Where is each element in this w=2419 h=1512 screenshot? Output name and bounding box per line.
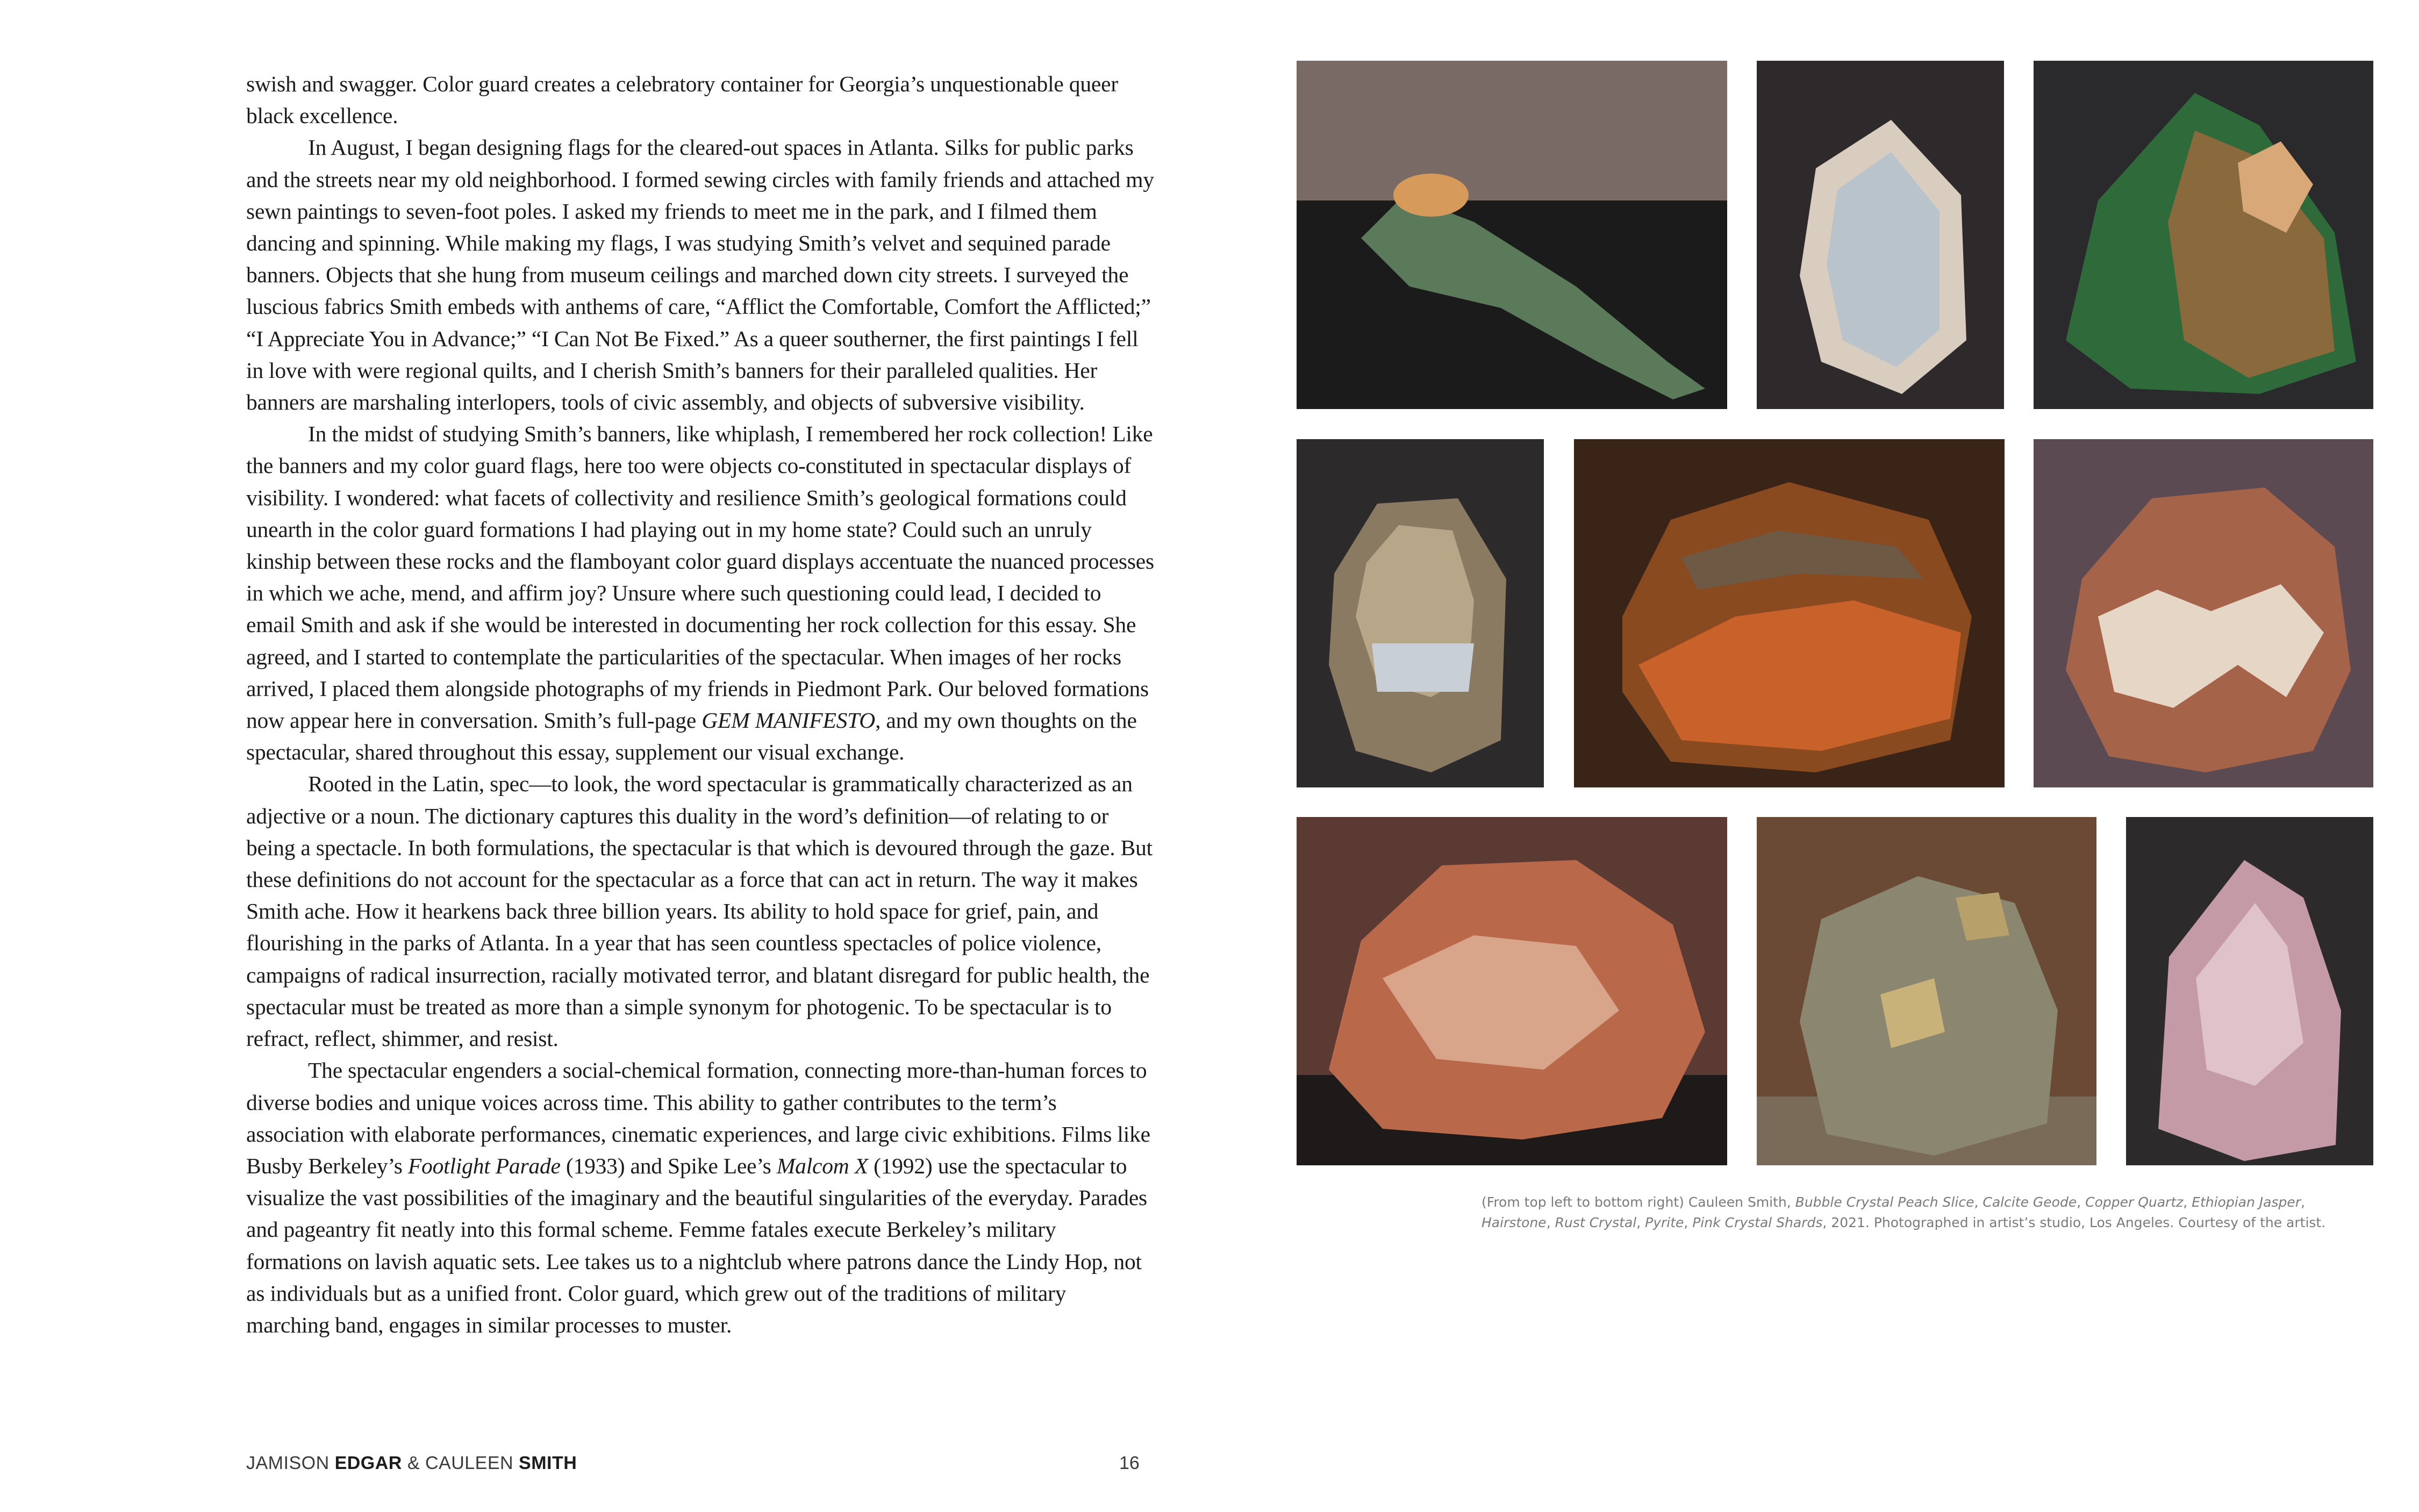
author-1-first: JAMISON xyxy=(246,1453,330,1473)
italic-title: Malcom X xyxy=(776,1153,868,1178)
photo-pyrite-group xyxy=(1297,817,1727,1165)
essay-paragraph xyxy=(246,1055,1155,1341)
photo-rust-crystal xyxy=(2034,439,2373,787)
caption-prefix: (From top left to bottom right) Cauleen Smith, xyxy=(1482,1194,1795,1210)
photo-bubble-crystal-peach-slice xyxy=(1297,61,1727,409)
text-run: In the midst of studying Smith’s banners, like whiplash, I remembered her rock collection! Like the banners and my color guard flags, here too were objects co-constituted in spectacular displays of visibility. I wondered: what facets of collectivity and resilience Smith’s geological formations could unearth in the color guard formations I had playing out in my home state? Could such an unruly kinship between these rocks and the flamboyant color guard displays accentuate the nuanced processes in which we ache, mend, and affirm joy? Unsure where such questioning could lead, I decided to email Smith and ask if she would be interested in documenting her rock collection for this essay. She agreed, and I started to contemplate the particularities of the spectacular. When images of her rocks arrived, I placed them alongside photographs of my friends in Piedmont Park. Our beloved formations now appear here in conversation. Smith’s full-page xyxy=(246,421,1154,733)
photo-calcite-geode xyxy=(1757,61,2004,409)
author-footer xyxy=(246,1453,577,1474)
photo-copper-quartz xyxy=(2034,61,2373,409)
photo-caption: (From top left to bottom right) Cauleen Smith, Bubble Crystal Peach Slice, Calcite Geode, Copper Quartz, Ethiopian Jasper, Hairstone, Rust Crystal, Pyrite, Pink Crystal Shards, 2021. Photographed in artist’s studio, Los Angeles. Courtesy of the artist. xyxy=(1482,1194,2326,1230)
photo-ethiopian-jasper xyxy=(1297,439,1544,787)
caption-artwork-title: Pyrite xyxy=(1645,1215,1684,1230)
text-run: (1992) use the spectacular to visualize the vast possibilities of the imaginary and the beautiful singularities of the everyday. Parades and pageantry fit neatly into this formal scheme. Femme fatales execute Berkeley’s military formations on lavish aquatic sets. Lee takes us to a nightclub where patrons dance the Lindy Hop, not as individuals but as a unified front. Color guard, which grew out of the traditions of military marching band, engages in similar processes to muster. xyxy=(246,1153,1147,1337)
photo-hairstone xyxy=(1574,439,2005,787)
text-run: (1933) and Spike Lee’s xyxy=(560,1153,777,1178)
author-2-last: SMITH xyxy=(519,1453,577,1473)
author-2-first: CAULEEN xyxy=(425,1453,514,1473)
caption-artwork-title: Ethiopian Jasper xyxy=(2192,1194,2301,1210)
essay-paragraph xyxy=(246,68,1155,132)
page-number-left: 16 xyxy=(1119,1453,1140,1473)
text-run: In August, I began designing flags for the cleared-out spaces in Atlanta. Silks for public parks and the streets near my old neighborhood. I formed sewing circles with family friends and attached my sewn paintings to seven-foot poles. I asked my friends to meet me in the park, and I filmed them dancing and spinning. While making my flags, I was studying Smith’s velvet and sequined parade banners. Objects that she hung from museum ceilings and marched down city streets. I surveyed the luscious fabrics Smith embeds with anthems of care, “Afflict the Comfortable, Comfort the Afflicted;” “I Appreciate You in Advance;” “I Can Not Be Fixed.” As a queer southerner, the first paintings I fell in love with were regional quilts, and I cherish Smith’s banners for their paralleled qualities. Her banners are marshaling interlopers, tools of civic assembly, and objects of subversive visibility. xyxy=(246,135,1154,415)
text-run: , and my own thoughts on the spectacular, shared throughout this essay, supplement our visual exchange. xyxy=(246,708,1137,765)
caption-artwork-title: Pink Crystal Shards xyxy=(1692,1215,1823,1230)
caption-artwork-title: Calcite Geode xyxy=(1983,1194,2077,1210)
essay-paragraph xyxy=(246,418,1155,768)
photo-pyrite xyxy=(1757,817,2096,1165)
caption-suffix: , 2021. Photographed in artist’s studio, Los Angeles. Courtesy of the artist. xyxy=(1822,1215,2326,1230)
author-1-last: EDGAR xyxy=(334,1453,402,1473)
italic-title: Footlight Parade xyxy=(407,1153,561,1178)
author-ampersand: & xyxy=(407,1453,420,1473)
caption-artwork-title: Hairstone xyxy=(1482,1215,1547,1230)
photo-pink-crystal-shards xyxy=(2126,817,2373,1165)
caption-artwork-title: Bubble Crystal Peach Slice xyxy=(1795,1194,1974,1210)
essay-body-text xyxy=(246,68,1155,1341)
caption-artwork-title: Rust Crystal xyxy=(1555,1215,1637,1230)
text-run: Rooted in the Latin, spec—to look, the word spectacular is grammatically characterized as an adjective or a noun. The dictionary captures this duality in the word’s definition—of relating to or being a spectacle. In both formulations, the spectacular is that which is devoured through the gaze. But these definitions do not account for the spectacular as a force that can act in return. The way it makes Smith ache. How it hearkens back three billion years. Its ability to hold space for grief, pain, and flourishing in the parks of Atlanta. In a year that has seen countless spectacles of police violence, campaigns of radical insurrection, racially motivated terror, and blatant disregard for public health, the spectacular must be treated as more than a simple synonym for photogenic. To be spectacular is to refract, reflect, shimmer, and resist. xyxy=(246,771,1153,1051)
caption-artwork-title: Copper Quartz xyxy=(2085,1194,2184,1210)
essay-paragraph xyxy=(246,132,1155,418)
italic-title: GEM MANIFESTO xyxy=(702,708,876,733)
text-run: The spectacular engenders a social-chemical formation, connecting more-than-human forces to diverse bodies and unique voices across time. This ability to gather contributes to the term’s association with elaborate performances, cinematic experiences, and large civic exhibitions. Films like Busby Berkeley’s xyxy=(246,1058,1150,1178)
text-run: swish and swagger. Color guard creates a celebratory container for Georgia’s unquestionable queer black excellence. xyxy=(246,71,1118,128)
essay-paragraph xyxy=(246,768,1155,1055)
